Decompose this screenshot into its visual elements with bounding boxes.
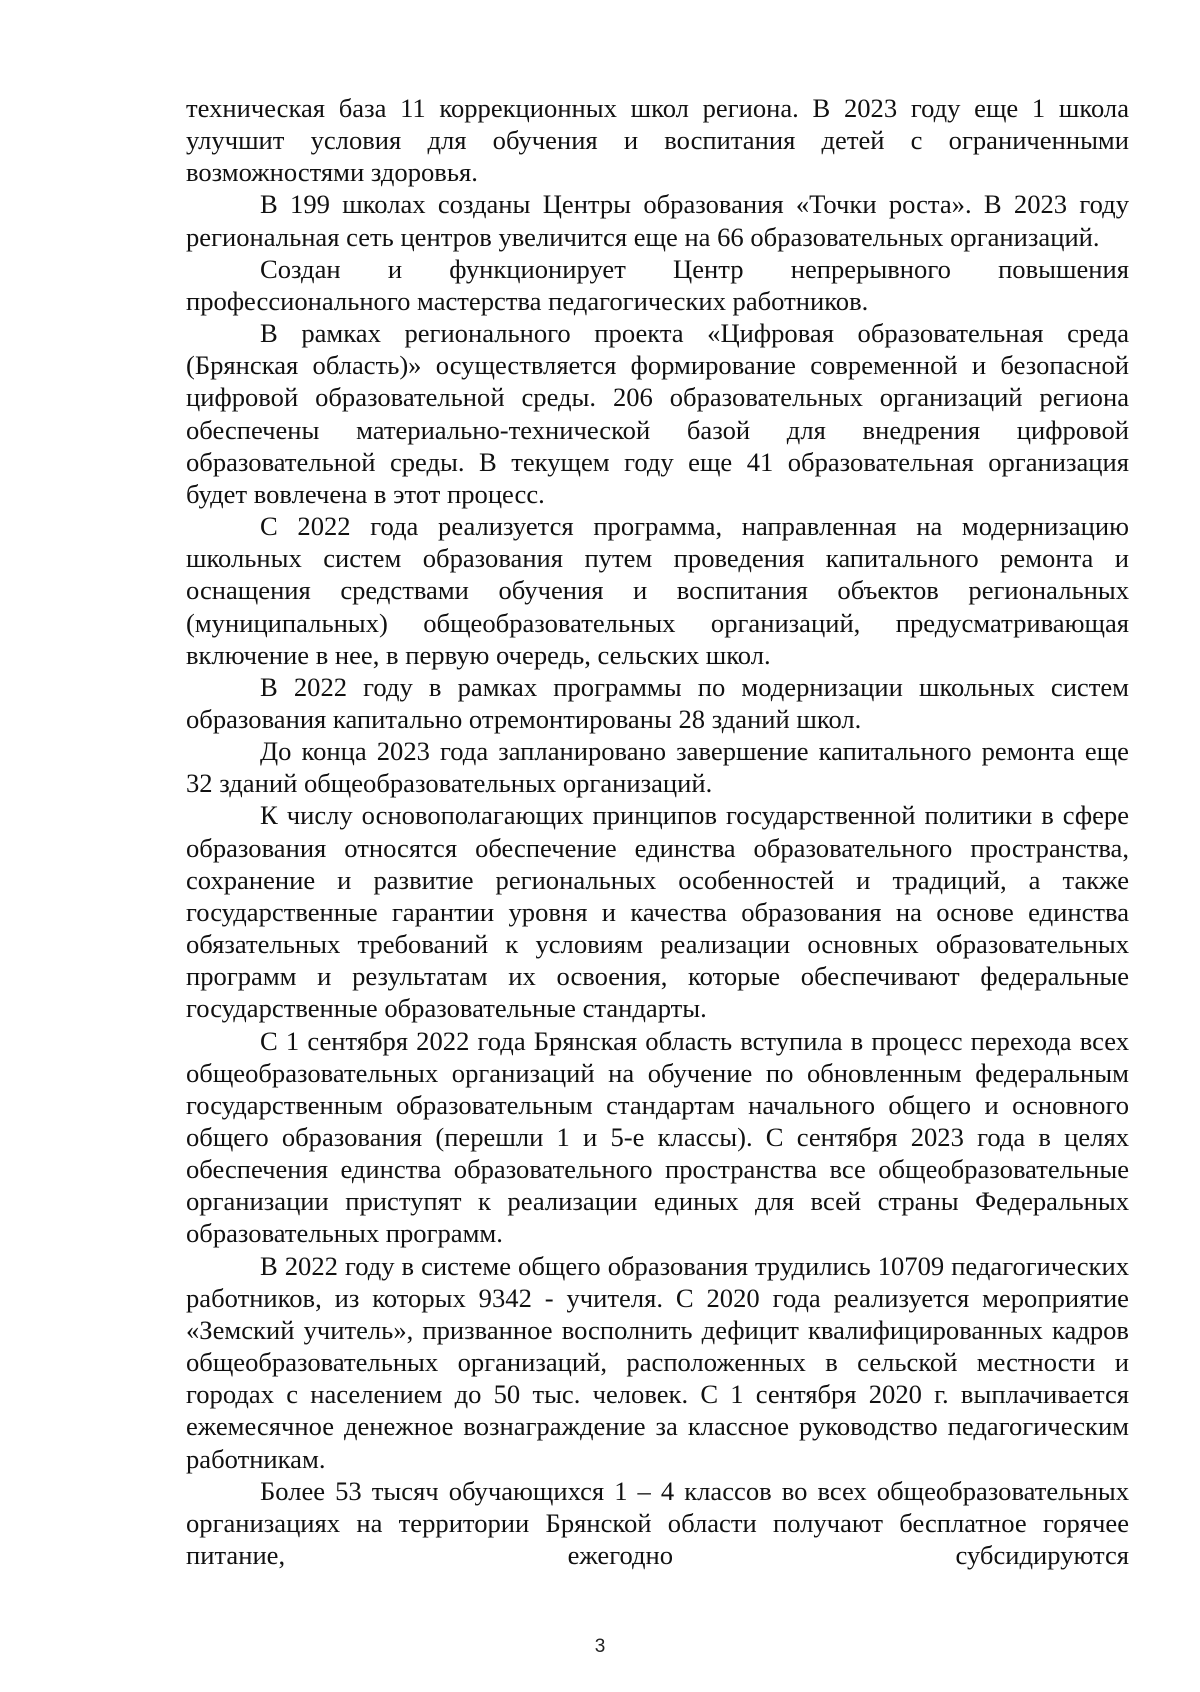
paragraph-growth-points: В 199 школах созданы Центры образования «Точки роста». В 2023 году региональная сеть центров увеличится еще на 66 образовательных организаций. (186, 189, 1129, 252)
paragraph-repaired-schools-2022: В 2022 году в рамках программы по модернизации школьных систем образования капитально отремонтированы 28 зданий школ. (186, 671, 1129, 734)
paragraph-digital-environment: В рамках регионального проекта «Цифровая образовательная среда (Брянская область)» осуществляется формирование современной и безопасной цифровой образовательной среды. 206 образовательных организаций региона обеспечены материально-технической базой для внедрения цифровой образовательной среды. В текущем году еще 41 образовательная организация будет вовлечена в этот процесс. (186, 318, 1129, 509)
paragraph-modernization-program: С 2022 года реализуется программа, направленная на модернизацию школьных систем образования путем проведения капитального ремонта и оснащения средствами обучения и воспитания объектов региональных (муниципальных) общеобразовательных организаций, предусматривающая включение в нее, в первую очередь, сельских школ. (186, 511, 1129, 670)
paragraph-state-policy-principles: К числу основополагающих принципов государственной политики в сфере образования относятся обеспечение единства образовательного пространства, сохранение и развитие региональных особенностей и традиций, а также государственные гарантии уровня и качества образования на основе единства обязательных требований к условиям реализации основных образовательных программ и результатам их освоения, которые обеспечивают федеральные государственные образовательные стандарты. (186, 800, 1129, 1024)
paragraph-updated-standards: С 1 сентября 2022 года Брянская область вступила в процесс перехода всех общеобразовательных организаций на обучение по обновленным федеральным государственным образовательным стандартам начального общего и основного общего образования (перешли 1 и 5-е классы). С сентября 2023 года в целях обеспечения единства образовательного пространства все общеобразовательные организации приступят к реализации единых для всей страны Федеральных образовательных программ. (186, 1025, 1129, 1249)
paragraph-teaching-staff: В 2022 году в системе общего образования трудились 10709 педагогических работников, из которых 9342 - учителя. С 2020 года реализуется мероприятие «Земский учитель», призванное восполнить дефицит квалифицированных кадров общеобразовательных организаций, расположенных в сельской местности и городах с населением до 50 тыс. человек. С 1 сентября 2020 г. выплачивается ежемесячное денежное вознаграждение за классное руководство педагогическим работникам. (186, 1250, 1129, 1474)
paragraph-planned-repairs-2023: До конца 2023 года запланировано завершение капитального ремонта еще 32 зданий общеобразовательных организаций. (186, 736, 1129, 799)
paragraph-teacher-excellence-center: Создан и функционирует Центр непрерывного повышения профессионального мастерства педагогических работников. (186, 253, 1129, 316)
document-body (186, 92, 1129, 1571)
page-number: 3 (594, 1636, 606, 1657)
paragraph-free-meals: Более 53 тысяч обучающихся 1 – 4 классов во всех общеобразовательных организациях на территории Брянской области получают бесплатное горячее питание, ежегодно субсидируются (186, 1475, 1129, 1571)
paragraph-correction-schools: техническая база 11 коррекционных школ региона. В 2023 году еще 1 школа улучшит условия для обучения и воспитания детей с ограниченными возможностями здоровья. (186, 93, 1129, 188)
